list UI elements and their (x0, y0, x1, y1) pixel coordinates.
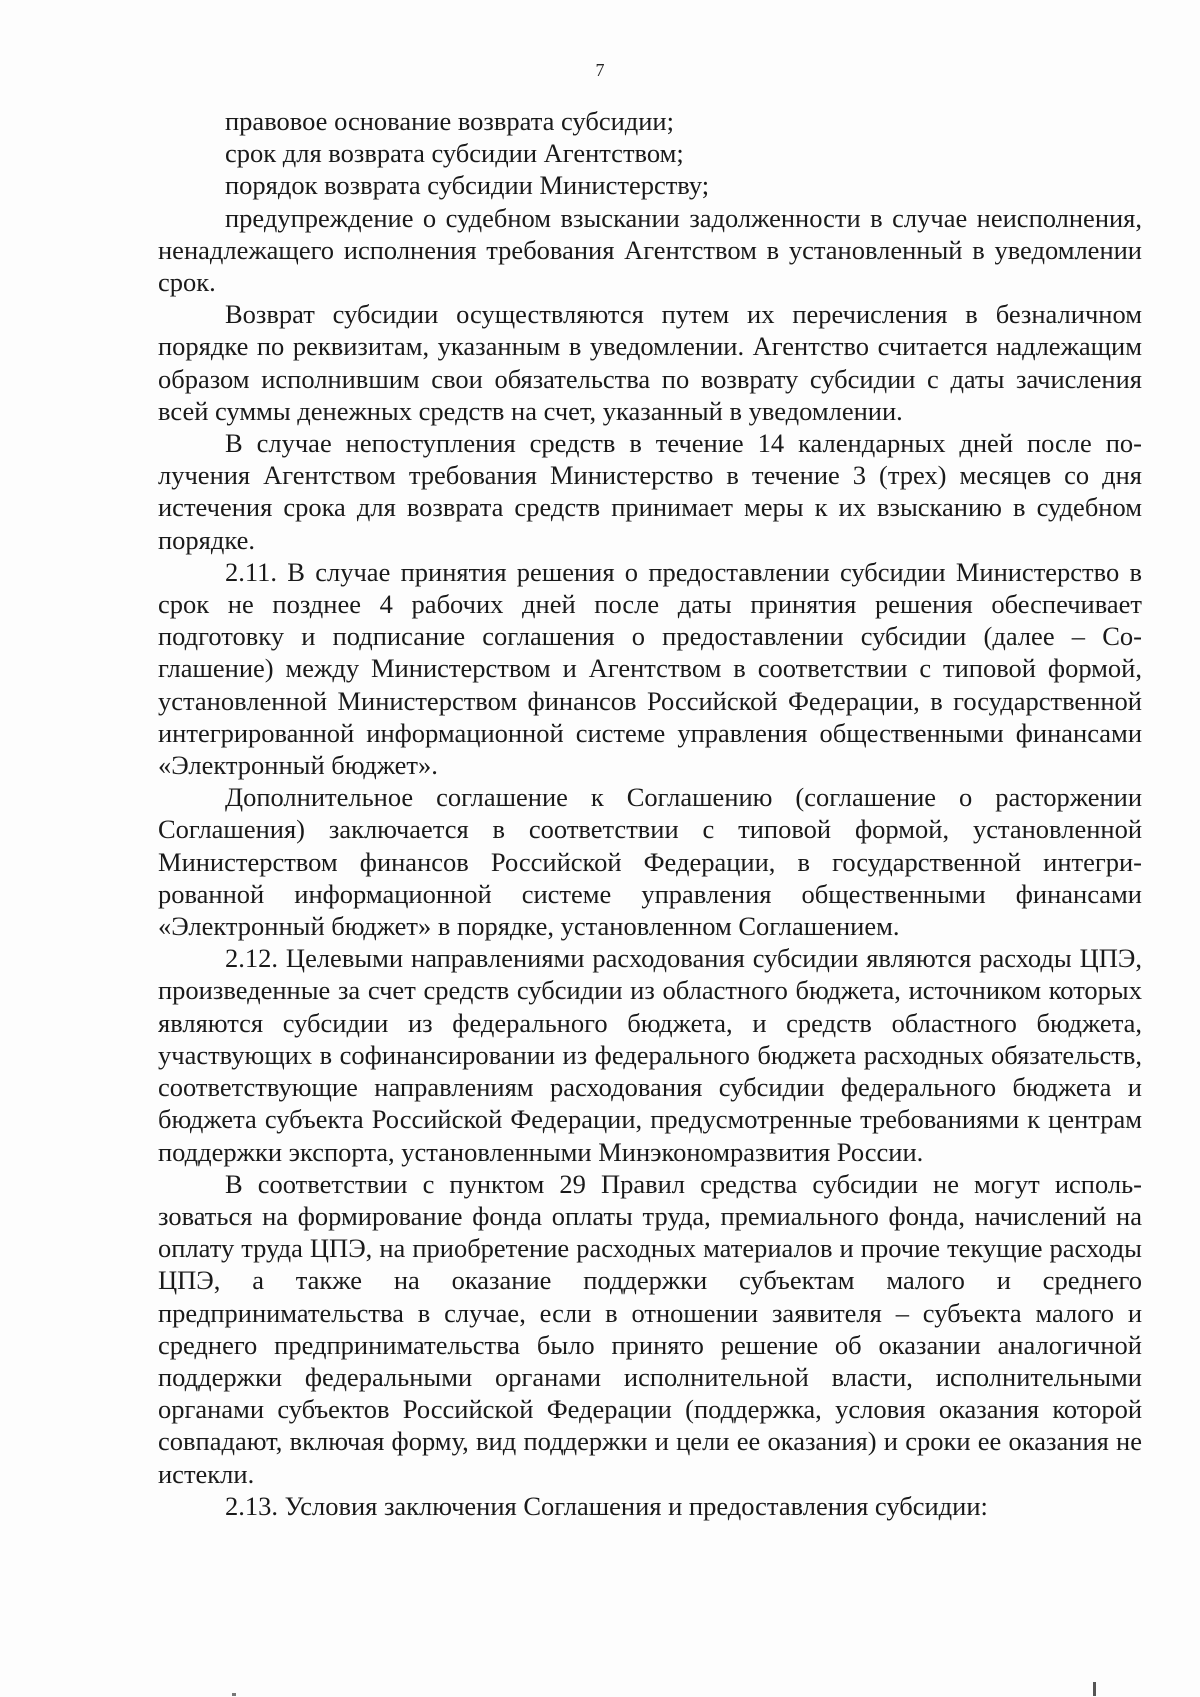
page-number: 7 (595, 60, 605, 80)
scan-edge-mark (1093, 1682, 1096, 1696)
paragraph-court-warning: предупреждение о судебном взыскании задолженности в случае неисполнения, ненадлежащего исполнения требования Агентством в установленный в уведомлении срок. (158, 202, 1142, 298)
paragraph-2-13: 2.13. Условия заключения Соглашения и предоставления субсидии: (225, 1490, 988, 1521)
paragraph-non-receipt: В случае непоступления средств в течение 14 календарных дней после получения Агентством требования Министерство в течение 3 (трех) месяцев со дня истечения срока для возврата средств принимает меры к их взысканию в судебном порядке. (158, 428, 1142, 555)
paragraph-subsidy-return: Возврат субсидии осуществляются путем их перечисления в безналичном порядке по реквизитам, указанным в уведомлении. Агентство считается надлежащим образом исполнившим свои обязательства по возврату субсидии с даты зачисления всей суммы денежных средств на счет, указанный в уведомлении. (158, 299, 1142, 426)
list-item-return-deadline: срок для возврата субсидии Агентством; (225, 138, 684, 169)
list-item-return-procedure: порядок возврата субсидии Министерству; (225, 170, 710, 201)
paragraph-rule-29: В соответствии с пунктом 29 Правил средства субсидии не могут использоваться на формирование фонда оплаты труда, премиального фонда, начислений на оплату труда ЦПЭ, на приобретение расходных материалов и прочие текущие расходы ЦПЭ, а также на оказание поддержки субъектам малого и среднего предпринимательства в случае, если в отношении заявителя – субъекта малого и среднего предпринимательства было принято решение об оказании аналогичной поддержки федеральными органами исполнительной власти, исполнительными органами субъектов Российской Федерации (поддержка, условия оказания которой совпадают, включая форму, вид поддержки и цели ее оказания) и сроки ее оказания не истекли. (158, 1168, 1142, 1489)
list-item-legal-basis: правовое основание возврата субсидии; (225, 106, 674, 136)
paragraph-2-12: 2.12. Целевыми направлениями расходования субсидии являются расходы ЦПЭ, произведенные за счет средств субсидии из областного бюджета, источником которых являются субсидии из федерального бюджета, и средств областного бюджета, участвующих в софинансировании из федерального бюджета расходных обязательств, соответствующие направлениям расходования субсидии федерального бюджета и бюджета субъекта Российской Федерации, предусмотренные требованиями к центрам поддержки экспорта, установленными Минэкономразвития России. (158, 943, 1142, 1167)
scan-edge-dot (232, 1693, 236, 1696)
paragraph-2-11: 2.11. В случае принятия решения о предоставлении субсидии Министерство в срок не позднее 4 рабочих дней после даты принятия решения обеспечивает подготовку и подписание соглашения о предоставлении субсидии (далее – Соглашение) между Министерством и Агентством в соответствии с типовой формой, установленной Министерством финансов Российской Федерации, в государственной интегрированной информационной системе управления общественными финансами «Электронный бюджет». (158, 556, 1142, 781)
paragraph-additional-agreement: Дополнительное соглашение к Соглашению (соглашение о расторжении Соглашения) заключается в соответствии с типовой формой, установленной Министерством финансов Российской Федерации, в государственной интегрированной информационной системе управления общественными финансами «Электронный бюджет» в порядке, установленном Соглашением. (158, 782, 1142, 942)
document-body (158, 105, 1142, 1522)
